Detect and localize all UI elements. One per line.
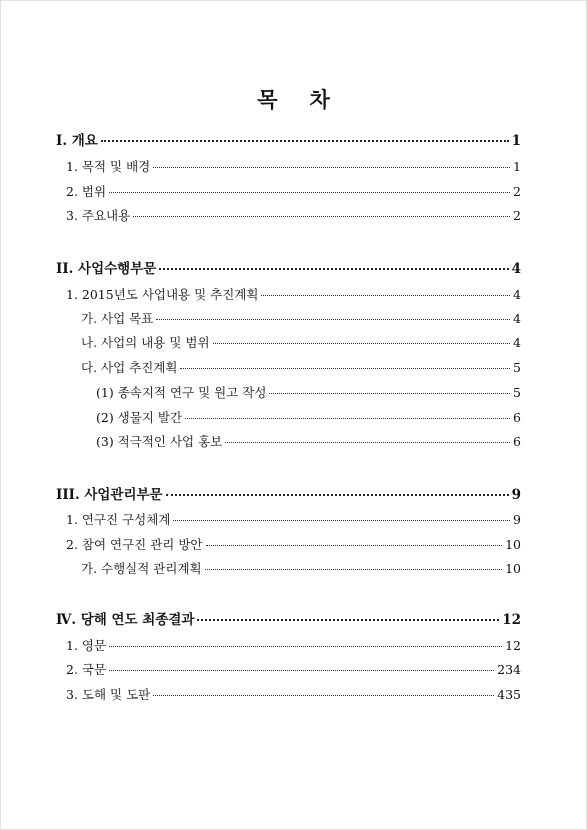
toc-subsubitem[interactable] — [96, 383, 521, 401]
toc-title-char-1: 목 — [257, 87, 278, 112]
toc-title-char-2: 차 — [309, 87, 330, 112]
leader-dots — [213, 343, 511, 344]
toc-label: 1. 영문 — [66, 638, 107, 653]
leader-dots — [109, 646, 502, 647]
toc-label: (2) 생물지 발간 — [96, 410, 183, 425]
toc-subitem[interactable] — [81, 309, 521, 327]
toc-label: (3) 적극적인 사업 홍보 — [96, 434, 223, 449]
leader-dots — [225, 442, 510, 443]
toc-page-number: 6 — [513, 410, 521, 425]
toc-label: 2. 참여 연구진 관리 방안 — [66, 537, 203, 552]
toc-page-number: 5 — [513, 385, 521, 400]
leader-dots — [109, 192, 510, 193]
toc-section-4[interactable] — [56, 608, 521, 628]
toc-label: 2. 범위 — [66, 184, 107, 199]
toc-page-number: 10 — [505, 561, 521, 576]
toc-label: Ⅰ. 개요 — [56, 133, 98, 149]
toc-label: 가. 사업 목표 — [81, 311, 154, 326]
leader-dots — [156, 319, 510, 320]
toc-page-number: 234 — [497, 662, 521, 677]
toc-item[interactable] — [66, 510, 521, 528]
toc-subsubitem[interactable] — [96, 408, 521, 426]
toc-page-number: 2 — [513, 208, 521, 223]
leader-dots — [101, 140, 509, 142]
leader-dots — [206, 545, 503, 546]
leader-dots — [205, 569, 502, 570]
toc-label: 나. 사업의 내용 및 범위 — [81, 335, 210, 350]
leader-dots — [159, 268, 508, 270]
toc-page-number: 2 — [513, 184, 521, 199]
toc-page-number: 1 — [513, 159, 521, 174]
toc-subitem[interactable] — [81, 333, 521, 351]
leader-dots — [173, 520, 510, 521]
leader-dots — [185, 418, 510, 419]
toc-label: 1. 목적 및 배경 — [66, 159, 151, 174]
toc-section-1[interactable] — [56, 129, 521, 149]
toc-label: 다. 사업 추진계획 — [81, 360, 178, 375]
toc-label: 3. 주요내용 — [66, 208, 131, 223]
toc-item[interactable] — [66, 660, 521, 678]
toc-item[interactable] — [66, 535, 521, 553]
toc-item[interactable] — [66, 636, 521, 654]
toc-title — [0, 84, 587, 114]
toc-page-number: 10 — [505, 537, 521, 552]
toc-page-number: 9 — [513, 512, 521, 527]
toc-label: 가. 수행실적 관리계획 — [81, 561, 202, 576]
toc-item[interactable] — [66, 285, 521, 303]
toc-subitem[interactable] — [81, 559, 521, 577]
toc-subitem[interactable] — [81, 358, 521, 376]
toc-section-2[interactable] — [56, 257, 521, 277]
toc-page-number: 4 — [513, 335, 521, 350]
toc-label: 2. 국문 — [66, 662, 107, 677]
toc-label: II. 사업수행부문 — [56, 261, 157, 277]
toc-page-number: 4 — [513, 287, 521, 302]
toc-label: 3. 도해 및 도판 — [66, 687, 151, 702]
toc-page-number: 9 — [511, 487, 521, 503]
toc-item[interactable] — [66, 182, 521, 200]
toc-page-number: 12 — [505, 638, 521, 653]
toc-item[interactable] — [66, 685, 521, 703]
leader-dots — [269, 393, 510, 394]
leader-dots — [261, 295, 510, 296]
toc-page-number: 1 — [511, 133, 521, 149]
leader-dots — [180, 368, 510, 369]
toc-label: (1) 종속지적 연구 및 원고 작성 — [96, 385, 267, 400]
toc-label: 1. 2015년도 사업내용 및 추진계획 — [66, 287, 259, 302]
leader-dots — [153, 167, 510, 168]
toc-item[interactable] — [66, 157, 521, 175]
toc-section-3[interactable] — [56, 483, 521, 503]
leader-dots — [197, 619, 499, 621]
toc-label: III. 사업관리부문 — [56, 487, 163, 503]
toc-label: Ⅳ. 당해 연도 최종결과 — [56, 612, 195, 628]
leader-dots — [166, 494, 509, 496]
toc-page-number: 4 — [513, 311, 521, 326]
toc-page-number: 6 — [513, 434, 521, 449]
toc-subsubitem[interactable] — [96, 432, 521, 450]
toc-page-number: 435 — [497, 687, 521, 702]
leader-dots — [153, 695, 494, 696]
toc-label: 1. 연구진 구성체계 — [66, 512, 171, 527]
toc-page-number: 5 — [513, 360, 521, 375]
toc-page-number: 12 — [502, 612, 521, 628]
toc-page-number: 4 — [511, 261, 521, 277]
leader-dots — [133, 216, 510, 217]
toc-item[interactable] — [66, 206, 521, 224]
leader-dots — [109, 670, 494, 671]
